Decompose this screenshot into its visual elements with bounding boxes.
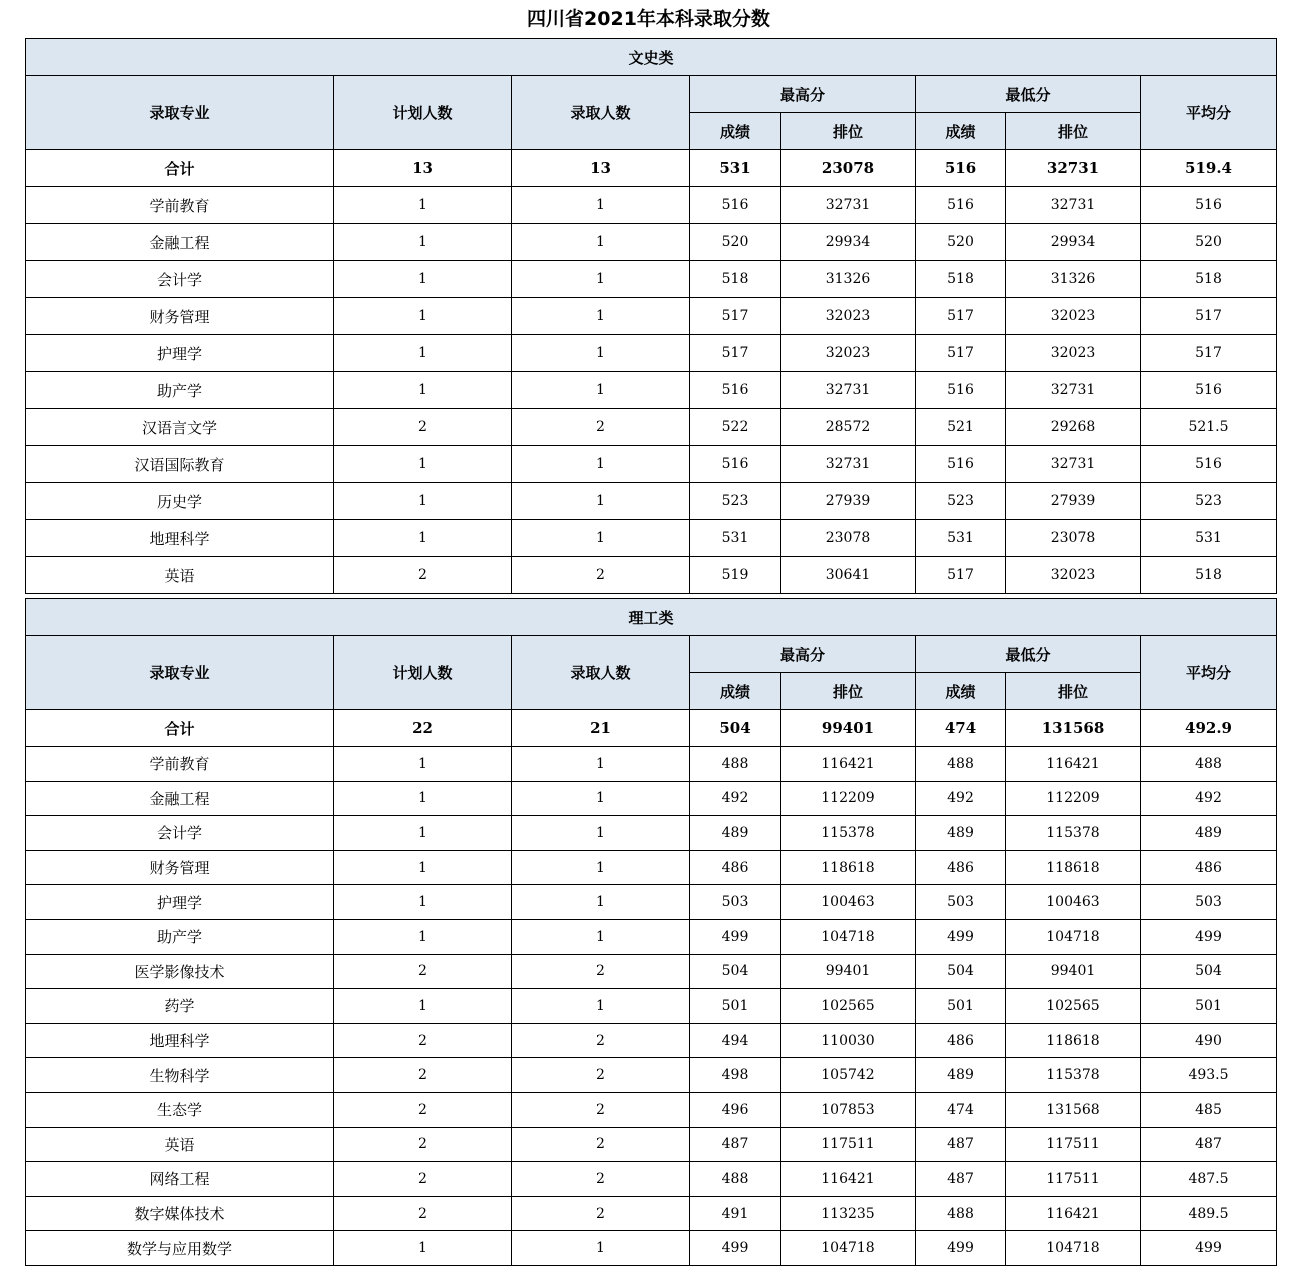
max-score-cell: 522 [690, 409, 781, 446]
min-rank-cell: 104718 [1006, 1231, 1141, 1266]
total-max-score-cell: 504 [690, 710, 781, 747]
min-rank-cell: 32023 [1006, 557, 1141, 594]
avg-score-cell: 518 [1141, 557, 1277, 594]
total-max-rank-cell: 99401 [781, 710, 916, 747]
table-row [26, 1127, 1277, 1162]
max-score-cell: 499 [690, 1231, 781, 1266]
major-cell: 金融工程 [26, 781, 334, 816]
header-major: 录取专业 [26, 76, 334, 150]
admit-count-cell: 1 [512, 335, 690, 372]
plan-count-cell: 2 [334, 1162, 512, 1197]
admit-count-cell: 1 [512, 885, 690, 920]
plan-count-cell: 1 [334, 261, 512, 298]
min-rank-cell: 102565 [1006, 989, 1141, 1024]
table-row [26, 187, 1277, 224]
max-score-cell: 516 [690, 187, 781, 224]
min-rank-cell: 104718 [1006, 919, 1141, 954]
section-title: 理工类 [26, 599, 1277, 636]
section-header-row [26, 599, 1277, 636]
avg-score-cell: 499 [1141, 1231, 1277, 1266]
avg-score-cell: 523 [1141, 483, 1277, 520]
table-row [26, 747, 1277, 782]
admit-count-cell: 1 [512, 919, 690, 954]
admit-count-cell: 2 [512, 1023, 690, 1058]
plan-count-cell: 1 [334, 816, 512, 851]
header-plan-count: 计划人数 [334, 76, 512, 150]
min-rank-cell: 29934 [1006, 224, 1141, 261]
min-score-cell: 516 [916, 372, 1006, 409]
header-major: 录取专业 [26, 636, 334, 710]
min-rank-cell: 32023 [1006, 335, 1141, 372]
max-score-cell: 519 [690, 557, 781, 594]
header-max-rank: 排位 [781, 113, 916, 150]
max-score-cell: 503 [690, 885, 781, 920]
max-score-cell: 486 [690, 850, 781, 885]
header-avg-score: 平均分 [1141, 76, 1277, 150]
min-rank-cell: 32731 [1006, 187, 1141, 224]
avg-score-cell: 516 [1141, 446, 1277, 483]
total-min-rank-cell: 32731 [1006, 150, 1141, 187]
min-score-cell: 488 [916, 747, 1006, 782]
total-row [26, 710, 1277, 747]
plan-count-cell: 1 [334, 187, 512, 224]
header-admit-count: 录取人数 [512, 76, 690, 150]
header-min-rank: 排位 [1006, 113, 1141, 150]
major-cell: 助产学 [26, 919, 334, 954]
avg-score-cell: 487.5 [1141, 1162, 1277, 1197]
plan-count-cell: 1 [334, 1231, 512, 1266]
table-row [26, 409, 1277, 446]
major-cell: 数学与应用数学 [26, 1231, 334, 1266]
plan-count-cell: 1 [334, 885, 512, 920]
avg-score-cell: 520 [1141, 224, 1277, 261]
header-max-score-group: 最高分 [690, 636, 916, 673]
plan-count-cell: 2 [334, 1092, 512, 1127]
header-min-score: 成绩 [916, 113, 1006, 150]
avg-score-cell: 493.5 [1141, 1058, 1277, 1093]
max-score-cell: 491 [690, 1196, 781, 1231]
header-min-score-group: 最低分 [916, 636, 1141, 673]
avg-score-cell: 501 [1141, 989, 1277, 1024]
admit-count-cell: 1 [512, 816, 690, 851]
min-score-cell: 504 [916, 954, 1006, 989]
admit-count-cell: 1 [512, 520, 690, 557]
plan-count-cell: 2 [334, 1196, 512, 1231]
min-rank-cell: 112209 [1006, 781, 1141, 816]
table-row [26, 224, 1277, 261]
min-rank-cell: 29268 [1006, 409, 1141, 446]
min-score-cell: 486 [916, 1023, 1006, 1058]
table-row [26, 989, 1277, 1024]
min-score-cell: 517 [916, 298, 1006, 335]
table-row [26, 520, 1277, 557]
major-cell: 英语 [26, 557, 334, 594]
table-row [26, 816, 1277, 851]
min-score-cell: 487 [916, 1162, 1006, 1197]
min-score-cell: 516 [916, 446, 1006, 483]
major-cell: 会计学 [26, 261, 334, 298]
avg-score-cell: 489 [1141, 816, 1277, 851]
max-rank-cell: 29934 [781, 224, 916, 261]
plan-count-cell: 2 [334, 1127, 512, 1162]
total-major-cell: 合计 [26, 150, 334, 187]
min-rank-cell: 23078 [1006, 520, 1141, 557]
admit-count-cell: 1 [512, 298, 690, 335]
max-score-cell: 492 [690, 781, 781, 816]
section-title: 文史类 [26, 39, 1277, 76]
max-rank-cell: 117511 [781, 1127, 916, 1162]
major-cell: 财务管理 [26, 850, 334, 885]
avg-score-cell: 517 [1141, 298, 1277, 335]
min-score-cell: 499 [916, 919, 1006, 954]
max-rank-cell: 107853 [781, 1092, 916, 1127]
plan-count-cell: 1 [334, 747, 512, 782]
table-row [26, 298, 1277, 335]
admit-count-cell: 1 [512, 989, 690, 1024]
admit-count-cell: 1 [512, 483, 690, 520]
major-cell: 助产学 [26, 372, 334, 409]
major-cell: 网络工程 [26, 1162, 334, 1197]
total-min-rank-cell: 131568 [1006, 710, 1141, 747]
admit-count-cell: 2 [512, 1162, 690, 1197]
max-rank-cell: 32023 [781, 335, 916, 372]
header-max-rank: 排位 [781, 673, 916, 710]
max-score-cell: 516 [690, 372, 781, 409]
admit-count-cell: 2 [512, 1058, 690, 1093]
table-row [26, 261, 1277, 298]
min-score-cell: 523 [916, 483, 1006, 520]
total-row [26, 150, 1277, 187]
admit-count-cell: 1 [512, 446, 690, 483]
avg-score-cell: 492 [1141, 781, 1277, 816]
total-plan-count-cell: 13 [334, 150, 512, 187]
header-avg-score: 平均分 [1141, 636, 1277, 710]
plan-count-cell: 1 [334, 919, 512, 954]
plan-count-cell: 2 [334, 1023, 512, 1058]
min-score-cell: 517 [916, 557, 1006, 594]
admit-count-cell: 1 [512, 372, 690, 409]
max-score-cell: 488 [690, 747, 781, 782]
max-rank-cell: 113235 [781, 1196, 916, 1231]
avg-score-cell: 516 [1141, 187, 1277, 224]
table-row [26, 335, 1277, 372]
min-rank-cell: 27939 [1006, 483, 1141, 520]
avg-score-cell: 499 [1141, 919, 1277, 954]
admit-count-cell: 1 [512, 1231, 690, 1266]
admit-count-cell: 2 [512, 1092, 690, 1127]
major-cell: 护理学 [26, 335, 334, 372]
avg-score-cell: 531 [1141, 520, 1277, 557]
avg-score-cell: 489.5 [1141, 1196, 1277, 1231]
plan-count-cell: 1 [334, 989, 512, 1024]
max-score-cell: 489 [690, 816, 781, 851]
min-score-cell: 531 [916, 520, 1006, 557]
header-plan-count: 计划人数 [334, 636, 512, 710]
plan-count-cell: 1 [334, 483, 512, 520]
admit-count-cell: 1 [512, 850, 690, 885]
max-rank-cell: 116421 [781, 1162, 916, 1197]
plan-count-cell: 1 [334, 446, 512, 483]
header-admit-count: 录取人数 [512, 636, 690, 710]
major-cell: 金融工程 [26, 224, 334, 261]
max-score-cell: 504 [690, 954, 781, 989]
min-score-cell: 516 [916, 187, 1006, 224]
avg-score-cell: 486 [1141, 850, 1277, 885]
table-row [26, 885, 1277, 920]
plan-count-cell: 2 [334, 954, 512, 989]
avg-score-cell: 488 [1141, 747, 1277, 782]
plan-count-cell: 1 [334, 372, 512, 409]
admit-count-cell: 1 [512, 224, 690, 261]
avg-score-cell: 516 [1141, 372, 1277, 409]
total-min-score-cell: 474 [916, 710, 1006, 747]
max-rank-cell: 27939 [781, 483, 916, 520]
max-rank-cell: 28572 [781, 409, 916, 446]
avg-score-cell: 485 [1141, 1092, 1277, 1127]
min-rank-cell: 99401 [1006, 954, 1141, 989]
max-rank-cell: 23078 [781, 520, 916, 557]
max-score-cell: 520 [690, 224, 781, 261]
max-rank-cell: 32731 [781, 446, 916, 483]
table-row [26, 483, 1277, 520]
min-score-cell: 520 [916, 224, 1006, 261]
admit-count-cell: 1 [512, 187, 690, 224]
admit-count-cell: 1 [512, 261, 690, 298]
section-header-row [26, 39, 1277, 76]
max-score-cell: 498 [690, 1058, 781, 1093]
max-rank-cell: 115378 [781, 816, 916, 851]
min-score-cell: 486 [916, 850, 1006, 885]
max-score-cell: 517 [690, 298, 781, 335]
table-row [26, 1196, 1277, 1231]
admit-count-cell: 2 [512, 557, 690, 594]
min-score-cell: 488 [916, 1196, 1006, 1231]
major-cell: 财务管理 [26, 298, 334, 335]
table-row [26, 1162, 1277, 1197]
max-score-cell: 531 [690, 520, 781, 557]
major-cell: 汉语言文学 [26, 409, 334, 446]
min-rank-cell: 115378 [1006, 816, 1141, 851]
admission-table-science-engineering [25, 598, 1277, 1266]
max-score-cell: 494 [690, 1023, 781, 1058]
plan-count-cell: 2 [334, 409, 512, 446]
admit-count-cell: 2 [512, 954, 690, 989]
min-score-cell: 499 [916, 1231, 1006, 1266]
table-row [26, 781, 1277, 816]
major-cell: 英语 [26, 1127, 334, 1162]
total-min-score-cell: 516 [916, 150, 1006, 187]
max-rank-cell: 32731 [781, 372, 916, 409]
max-rank-cell: 105742 [781, 1058, 916, 1093]
plan-count-cell: 1 [334, 781, 512, 816]
max-score-cell: 517 [690, 335, 781, 372]
min-score-cell: 517 [916, 335, 1006, 372]
min-rank-cell: 115378 [1006, 1058, 1141, 1093]
min-score-cell: 489 [916, 1058, 1006, 1093]
max-score-cell: 523 [690, 483, 781, 520]
min-rank-cell: 118618 [1006, 1023, 1141, 1058]
max-score-cell: 518 [690, 261, 781, 298]
admit-count-cell: 2 [512, 1127, 690, 1162]
major-cell: 地理科学 [26, 1023, 334, 1058]
avg-score-cell: 504 [1141, 954, 1277, 989]
major-cell: 护理学 [26, 885, 334, 920]
avg-score-cell: 521.5 [1141, 409, 1277, 446]
min-rank-cell: 117511 [1006, 1127, 1141, 1162]
major-cell: 生物科学 [26, 1058, 334, 1093]
max-rank-cell: 118618 [781, 850, 916, 885]
min-score-cell: 501 [916, 989, 1006, 1024]
min-rank-cell: 32731 [1006, 446, 1141, 483]
admit-count-cell: 1 [512, 747, 690, 782]
total-avg-score-cell: 492.9 [1141, 710, 1277, 747]
header-min-score: 成绩 [916, 673, 1006, 710]
total-plan-count-cell: 22 [334, 710, 512, 747]
table-row [26, 1023, 1277, 1058]
total-major-cell: 合计 [26, 710, 334, 747]
header-max-score-group: 最高分 [690, 76, 916, 113]
max-rank-cell: 30641 [781, 557, 916, 594]
avg-score-cell: 490 [1141, 1023, 1277, 1058]
min-score-cell: 489 [916, 816, 1006, 851]
header-max-score: 成绩 [690, 673, 781, 710]
max-score-cell: 487 [690, 1127, 781, 1162]
header-min-score-group: 最低分 [916, 76, 1141, 113]
plan-count-cell: 1 [334, 298, 512, 335]
min-rank-cell: 32731 [1006, 372, 1141, 409]
total-max-score-cell: 531 [690, 150, 781, 187]
plan-count-cell: 2 [334, 1058, 512, 1093]
min-score-cell: 474 [916, 1092, 1006, 1127]
max-rank-cell: 32023 [781, 298, 916, 335]
max-rank-cell: 99401 [781, 954, 916, 989]
min-rank-cell: 131568 [1006, 1092, 1141, 1127]
table-row [26, 1092, 1277, 1127]
plan-count-cell: 1 [334, 224, 512, 261]
column-header-row [26, 76, 1277, 113]
table-row [26, 954, 1277, 989]
max-rank-cell: 104718 [781, 919, 916, 954]
max-rank-cell: 31326 [781, 261, 916, 298]
major-cell: 历史学 [26, 483, 334, 520]
max-rank-cell: 102565 [781, 989, 916, 1024]
max-score-cell: 488 [690, 1162, 781, 1197]
avg-score-cell: 517 [1141, 335, 1277, 372]
avg-score-cell: 503 [1141, 885, 1277, 920]
page-title: 四川省2021年本科录取分数 [527, 8, 770, 30]
max-rank-cell: 104718 [781, 1231, 916, 1266]
max-score-cell: 499 [690, 919, 781, 954]
min-rank-cell: 118618 [1006, 850, 1141, 885]
min-score-cell: 492 [916, 781, 1006, 816]
table-row [26, 557, 1277, 594]
min-rank-cell: 32023 [1006, 298, 1141, 335]
table-row [26, 1231, 1277, 1266]
min-score-cell: 487 [916, 1127, 1006, 1162]
min-score-cell: 503 [916, 885, 1006, 920]
total-avg-score-cell: 519.4 [1141, 150, 1277, 187]
header-min-rank: 排位 [1006, 673, 1141, 710]
column-header-row [26, 636, 1277, 673]
table-row [26, 919, 1277, 954]
major-cell: 医学影像技术 [26, 954, 334, 989]
table-row [26, 1058, 1277, 1093]
plan-count-cell: 1 [334, 850, 512, 885]
total-max-rank-cell: 23078 [781, 150, 916, 187]
max-rank-cell: 100463 [781, 885, 916, 920]
max-score-cell: 516 [690, 446, 781, 483]
table-row [26, 850, 1277, 885]
max-score-cell: 501 [690, 989, 781, 1024]
min-score-cell: 521 [916, 409, 1006, 446]
min-rank-cell: 31326 [1006, 261, 1141, 298]
min-rank-cell: 116421 [1006, 1196, 1141, 1231]
max-score-cell: 496 [690, 1092, 781, 1127]
major-cell: 学前教育 [26, 187, 334, 224]
avg-score-cell: 518 [1141, 261, 1277, 298]
plan-count-cell: 1 [334, 335, 512, 372]
max-rank-cell: 112209 [781, 781, 916, 816]
avg-score-cell: 487 [1141, 1127, 1277, 1162]
min-rank-cell: 116421 [1006, 747, 1141, 782]
major-cell: 地理科学 [26, 520, 334, 557]
max-rank-cell: 116421 [781, 747, 916, 782]
major-cell: 学前教育 [26, 747, 334, 782]
major-cell: 药学 [26, 989, 334, 1024]
major-cell: 数字媒体技术 [26, 1196, 334, 1231]
total-admit-count-cell: 13 [512, 150, 690, 187]
plan-count-cell: 2 [334, 557, 512, 594]
max-rank-cell: 32731 [781, 187, 916, 224]
total-admit-count-cell: 21 [512, 710, 690, 747]
max-rank-cell: 110030 [781, 1023, 916, 1058]
min-rank-cell: 117511 [1006, 1162, 1141, 1197]
major-cell: 生态学 [26, 1092, 334, 1127]
table-row [26, 446, 1277, 483]
plan-count-cell: 1 [334, 520, 512, 557]
major-cell: 会计学 [26, 816, 334, 851]
min-score-cell: 518 [916, 261, 1006, 298]
major-cell: 汉语国际教育 [26, 446, 334, 483]
header-max-score: 成绩 [690, 113, 781, 150]
table-row [26, 372, 1277, 409]
admit-count-cell: 2 [512, 409, 690, 446]
admission-table-liberal-arts [25, 38, 1277, 594]
admit-count-cell: 2 [512, 1196, 690, 1231]
min-rank-cell: 100463 [1006, 885, 1141, 920]
admit-count-cell: 1 [512, 781, 690, 816]
